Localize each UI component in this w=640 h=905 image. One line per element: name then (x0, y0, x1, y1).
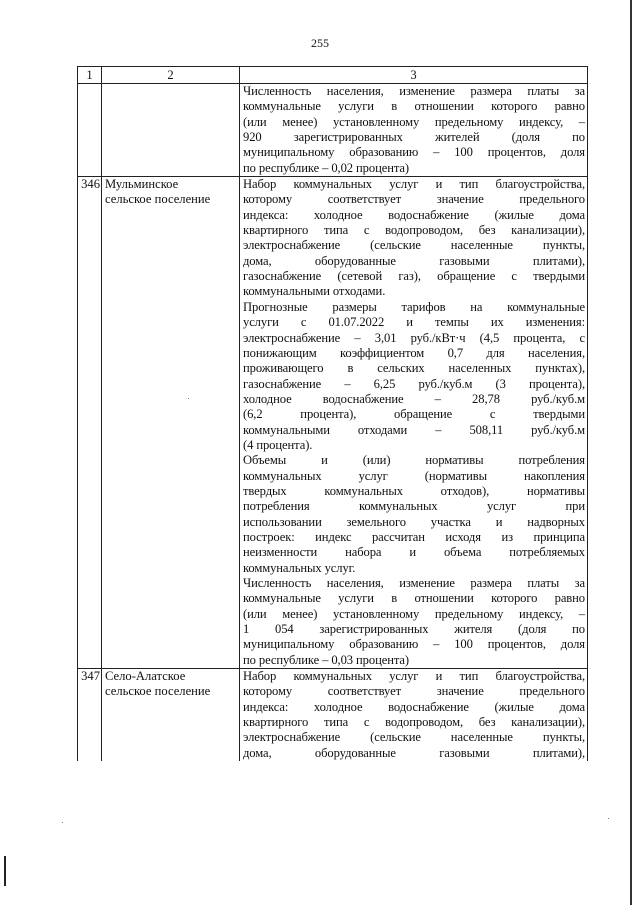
description-paragraph (243, 453, 585, 576)
text-line: твердых коммунальных отходов), нормативы (243, 483, 585, 498)
text-line: неизменности набора и объема потребляемых (243, 545, 585, 560)
description-paragraph (243, 84, 585, 176)
text-line: Набор коммунальных услуг и тип благоустройства, (243, 669, 585, 684)
page-number: 255 (311, 36, 329, 50)
text-line: (или менее) установленному предельному индексу, – (243, 114, 585, 129)
text-line: проживающего в сельских населенных пунктах), (243, 361, 585, 376)
header-cell-1: 1 (78, 67, 102, 84)
settlement-name-line: Село-Алатское (105, 669, 186, 684)
text-line: (4 процента). (243, 437, 313, 452)
text-line: использовании земельного участка и надворных (243, 514, 585, 529)
text-line: (6,2 процента), обращение с твердыми (243, 407, 585, 422)
text-line: коммунальных услуг. (243, 560, 356, 575)
tariff-table (77, 66, 588, 761)
text-line: по республике – 0,02 процента) (243, 160, 409, 175)
text-line: дома, оборудованные газовыми плитами), (243, 745, 585, 760)
text-line: муниципальному образованию – 100 процентов, доля (243, 637, 585, 652)
row-description (240, 177, 588, 669)
row-description (240, 669, 588, 762)
table-header-row (78, 67, 588, 84)
row-number: 346 (78, 177, 102, 669)
text-line: по республике – 0,03 процента) (243, 652, 409, 667)
text-line: индекса: холодное водоснабжение (жилые дома (243, 699, 585, 714)
settlement-name (102, 84, 240, 177)
text-line: коммунальными отходами – 508,11 руб./куб.м (243, 422, 585, 437)
text-line: электроснабжение – 3,01 руб./кВт·ч (4,5 процента, с (243, 330, 585, 345)
text-line: Численность населения, изменение размера платы за (243, 576, 585, 590)
text-line: газоснабжение (сетевой газ), обращение с твердыми (243, 269, 585, 284)
settlement-name (102, 177, 240, 669)
text-line: Набор коммунальных услуг и тип благоустройства, (243, 177, 585, 192)
text-line: квартирного типа с водопроводом, без канализации), (243, 715, 585, 730)
settlement-name-line: сельское поселение (105, 684, 211, 699)
text-line: коммунальные услуги в отношении которого равно (243, 591, 585, 606)
header-cell-3: 3 (240, 67, 588, 84)
scan-speck (62, 822, 63, 823)
text-line: коммунальные услуги в отношении которого равно (243, 99, 585, 114)
text-line: 1 054 зарегистрированных жителя (доля по (243, 622, 585, 637)
text-line: (или менее) установленному предельному индексу, – (243, 606, 585, 621)
row-number: 347 (78, 669, 102, 762)
scan-speck (608, 818, 609, 819)
scan-edge-line (630, 0, 632, 905)
text-line: электроснабжение (сельские населенные пункты, (243, 238, 585, 253)
text-line: которому соответствует значение предельного (243, 684, 585, 699)
scan-speck (188, 398, 189, 399)
row-number (78, 84, 102, 177)
text-line: понижающим коэффициентом 0,7 для населения, (243, 345, 585, 360)
text-line: квартирного типа с водопроводом, без канализации), (243, 223, 585, 238)
header-cell-2: 2 (102, 67, 240, 84)
table-row (78, 669, 588, 762)
text-line: дома, оборудованные газовыми плитами), (243, 253, 585, 268)
row-description (240, 84, 588, 177)
text-line: 920 зарегистрированных жителей (доля по (243, 130, 585, 145)
description-paragraph (243, 300, 585, 453)
text-line: газоснабжение – 6,25 руб./куб.м (3 процента), (243, 376, 585, 391)
table-row (78, 177, 588, 669)
text-line: коммунальных услуг (нормативы накопления (243, 468, 585, 483)
text-line: потребления коммунальных услуг при (243, 499, 585, 514)
text-line: муниципальному образованию – 100 процентов, доля (243, 145, 585, 160)
text-line: Численность населения, изменение размера платы за (243, 84, 585, 98)
text-line: услуги с 01.07.2022 и темпы их изменения: (243, 315, 585, 330)
settlement-name (102, 669, 240, 762)
description-paragraph (243, 576, 585, 668)
settlement-name-line: сельское поселение (105, 192, 211, 207)
text-line: Прогнозные размеры тарифов на коммунальные (243, 299, 585, 314)
text-line: построек: индекс рассчитан исходя из принципа (243, 529, 585, 544)
text-line: которому соответствует значение предельного (243, 192, 585, 207)
settlement-name-line: Мульминское (105, 177, 179, 192)
text-line: электроснабжение (сельские населенные пункты, (243, 730, 585, 745)
text-line: холодное водоснабжение – 28,78 руб./куб.м (243, 391, 585, 406)
description-paragraph (243, 669, 585, 761)
text-line: коммунальными отходами. (243, 284, 386, 299)
text-line: Объемы и (или) нормативы потребления (243, 453, 585, 468)
text-line: индекса: холодное водоснабжение (жилые дома (243, 207, 585, 222)
scan-margin-mark (4, 856, 6, 886)
description-paragraph (243, 177, 585, 300)
table-row (78, 84, 588, 177)
